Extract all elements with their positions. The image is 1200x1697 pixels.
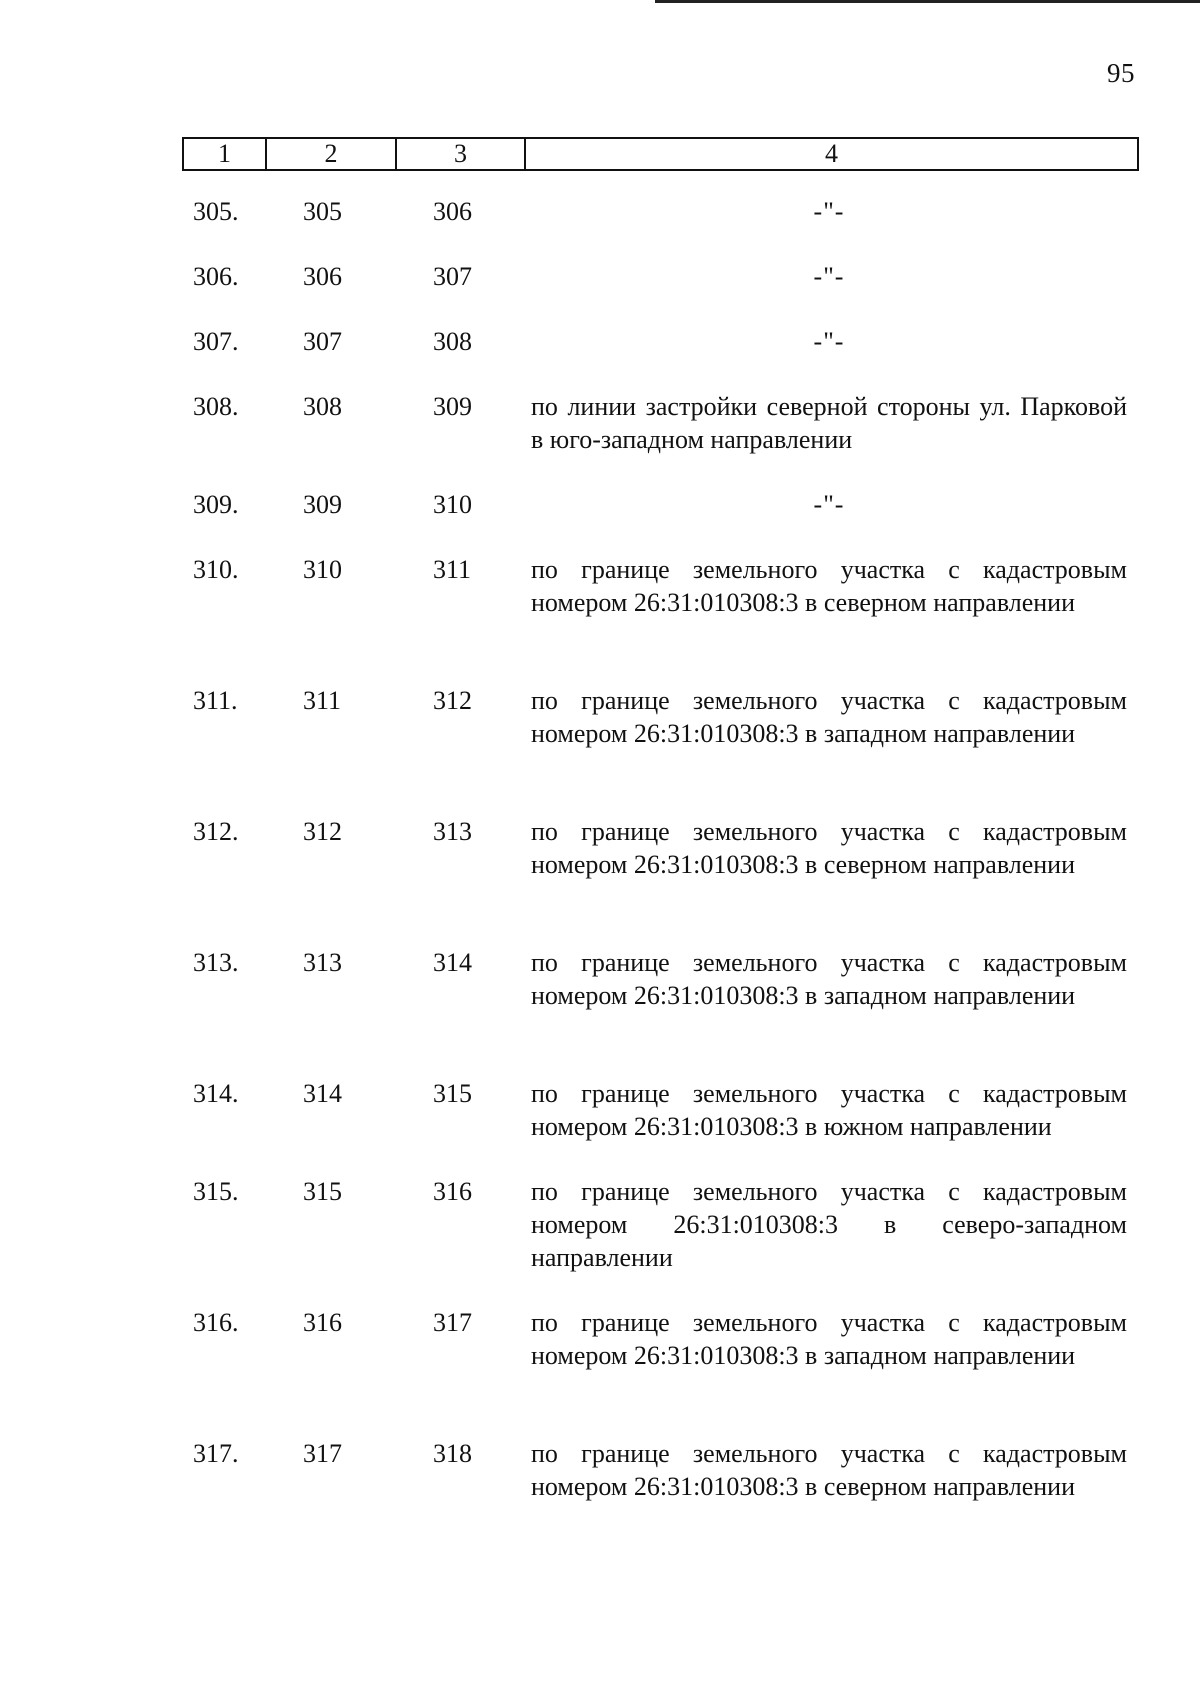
boundary-description: -"- — [813, 490, 845, 519]
header-cell-2: 2 — [265, 139, 395, 169]
point-from: 313 — [303, 948, 342, 977]
boundary-description: -"- — [813, 262, 845, 291]
boundary-description: по линии застройки северной стороны ул. Парковой в юго-западном направлении — [531, 392, 1127, 454]
header-cell-4: 4 — [524, 139, 1137, 169]
point-from: 312 — [303, 817, 342, 846]
boundary-description: -"- — [813, 327, 845, 356]
point-from: 306 — [303, 262, 342, 291]
point-from: 316 — [303, 1308, 342, 1337]
point-from: 310 — [303, 555, 342, 584]
point-from: 317 — [303, 1439, 342, 1468]
point-to: 315 — [433, 1079, 472, 1108]
row-number: 311. — [193, 686, 238, 715]
top-rule — [655, 0, 1200, 3]
boundary-description: -"- — [813, 197, 845, 226]
row-number: 312. — [193, 817, 239, 846]
boundary-description: по границе земельного участка с кадастровым номером 26:31:010308:3 в западном направлении — [531, 948, 1127, 1010]
row-number: 317. — [193, 1439, 239, 1468]
point-to: 316 — [433, 1177, 472, 1206]
point-to: 309 — [433, 392, 472, 421]
point-from: 308 — [303, 392, 342, 421]
row-number: 313. — [193, 948, 239, 977]
point-to: 310 — [433, 490, 472, 519]
point-from: 309 — [303, 490, 342, 519]
point-to: 307 — [433, 262, 472, 291]
point-from: 307 — [303, 327, 342, 356]
row-number: 316. — [193, 1308, 239, 1337]
point-to: 314 — [433, 948, 472, 977]
header-cell-1: 1 — [218, 139, 231, 168]
point-to: 306 — [433, 197, 472, 226]
boundary-description: по границе земельного участка с кадастровым номером 26:31:010308:3 в северо-западном направлении — [531, 1177, 1127, 1272]
row-number: 314. — [193, 1079, 239, 1108]
point-from: 311 — [303, 686, 342, 715]
point-from: 305 — [303, 197, 342, 226]
point-from: 314 — [303, 1079, 342, 1108]
point-to: 313 — [433, 817, 472, 846]
table-header — [182, 137, 1139, 171]
page-number: 95 — [1107, 58, 1135, 88]
boundary-description: по границе земельного участка с кадастровым номером 26:31:010308:3 в западном направлении — [531, 686, 1127, 748]
boundary-description: по границе земельного участка с кадастровым номером 26:31:010308:3 в южном направлении — [531, 1079, 1127, 1141]
point-from: 315 — [303, 1177, 342, 1206]
point-to: 318 — [433, 1439, 472, 1468]
boundary-description: по границе земельного участка с кадастровым номером 26:31:010308:3 в северном направлении — [531, 555, 1127, 617]
point-to: 317 — [433, 1308, 472, 1337]
row-number: 306. — [193, 262, 239, 291]
row-number: 307. — [193, 327, 239, 356]
header-cell-3: 3 — [395, 139, 524, 169]
row-number: 309. — [193, 490, 239, 519]
row-number: 305. — [193, 197, 239, 226]
row-number: 310. — [193, 555, 239, 584]
point-to: 311 — [433, 555, 472, 584]
boundary-description: по границе земельного участка с кадастровым номером 26:31:010308:3 в северном направлении — [531, 817, 1127, 879]
point-to: 308 — [433, 327, 472, 356]
boundary-description: по границе земельного участка с кадастровым номером 26:31:010308:3 в северном направлении — [531, 1439, 1127, 1501]
boundary-description: по границе земельного участка с кадастровым номером 26:31:010308:3 в западном направлении — [531, 1308, 1127, 1370]
row-number: 315. — [193, 1177, 239, 1206]
point-to: 312 — [433, 686, 472, 715]
row-number: 308. — [193, 392, 239, 421]
